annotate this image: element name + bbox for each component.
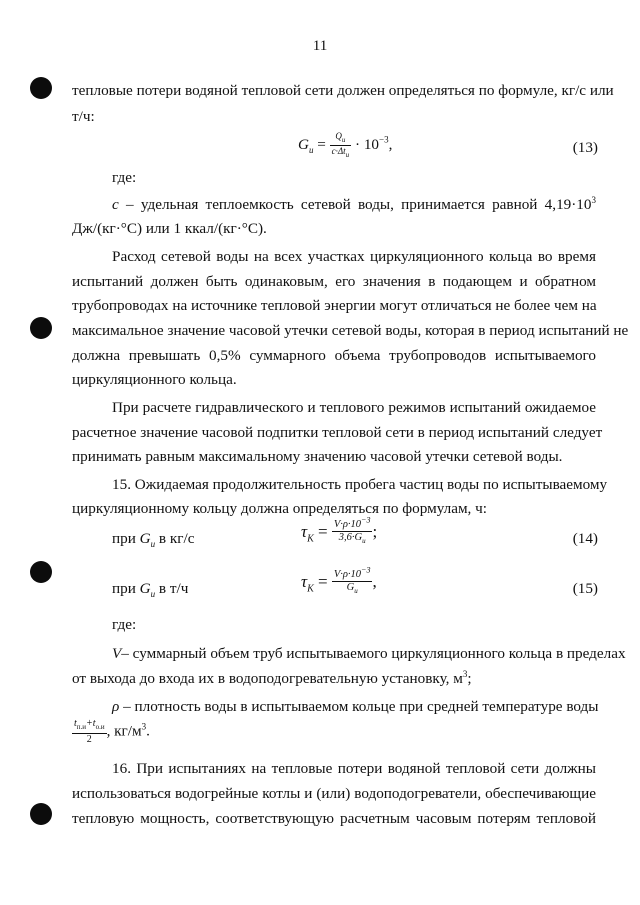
text-line: максимальное значение часовой утечки сетевой воды, которая в период испытаний не xyxy=(72,322,629,339)
text-line: При расчете гидравлического и теплового режимов испытаний ожидаемое xyxy=(112,399,596,416)
fraction-term: +t xyxy=(86,718,96,729)
formula-exponent: −3 xyxy=(379,134,389,145)
c-description: – удельная теплоемкость сетевой воды, принимается равной 4,19·10 xyxy=(126,196,592,213)
unit-text: , кг/м xyxy=(106,722,142,740)
text-line: Дж/(кг·°С) или 1 ккал/(кг·°С). xyxy=(72,220,267,237)
text-line: где: xyxy=(112,616,137,633)
variable-rho: ρ xyxy=(112,698,120,715)
formula-13 xyxy=(298,131,392,160)
text-line: испытаний должен быть одинаковым, его значения в подающем и обратном xyxy=(72,273,596,290)
page-number: 11 xyxy=(312,37,328,54)
fraction-numerator: V·ρ·10 xyxy=(333,569,362,580)
v-description: – суммарный объем труб испытываемого циркуляционного кольца в пределах xyxy=(121,645,626,662)
formula-exponent: −3 xyxy=(361,515,371,525)
variable-g: G xyxy=(139,530,151,547)
text-line: 15. Ожидаемая продолжительность пробега частиц воды по испытываемому xyxy=(112,476,608,493)
binder-hole-3 xyxy=(30,561,52,583)
text-line: тепловые потери водяной тепловой сети должен определяться по формуле, кг/с или xyxy=(72,82,614,99)
fraction-denominator: 3,6·G xyxy=(338,532,363,543)
formula-symbol: G xyxy=(298,135,309,153)
text-line: расчетное значение часовой подпитки тепловой сети в период испытаний следует xyxy=(72,424,603,441)
formula-punctuation: ; xyxy=(372,521,378,541)
formula-subscript: К xyxy=(307,583,314,595)
formula-operator: = xyxy=(313,571,332,591)
variable-g: G xyxy=(139,580,151,597)
formula-subscript: п.и xyxy=(76,723,87,731)
formula-number-13: (13) xyxy=(572,139,598,156)
formula-operator: = xyxy=(313,521,332,541)
formula-subscript: и xyxy=(341,135,346,144)
unit-text: в т/ч xyxy=(158,580,189,597)
formula-punctuation: , xyxy=(388,135,393,153)
text-line: должна превышать 0,5% суммарного объема трубопроводов испытываемого xyxy=(72,347,596,364)
formula-number-14: (14) xyxy=(572,530,598,547)
exponent: 3 xyxy=(462,668,468,679)
text-line: тепловую мощность, соответствующую расчетным часовым потерям тепловой xyxy=(72,810,596,827)
condition-word: при xyxy=(112,530,136,547)
text-line xyxy=(112,698,599,716)
fraction-term: t xyxy=(74,718,77,729)
text-line: Расход сетевой воды на всех участках циркуляционного кольца во время xyxy=(112,248,596,265)
text-line: т/ч: xyxy=(72,108,95,125)
punctuation: ; xyxy=(467,670,472,687)
variable-c: с xyxy=(112,196,119,213)
formula-number-15: (15) xyxy=(572,580,598,597)
punctuation: . xyxy=(146,722,150,740)
formula-fraction xyxy=(332,565,373,597)
mean-temperature-fraction xyxy=(72,718,107,746)
variable-v: V xyxy=(112,645,122,662)
condition-t-h xyxy=(112,580,188,599)
unit-text: в кг/с xyxy=(158,530,195,547)
formula-subscript: о.и xyxy=(95,723,105,731)
text-line: циркуляционному кольцу должна определяться по формулам, ч: xyxy=(72,500,488,517)
formula-fraction xyxy=(330,131,352,160)
formula-subscript: и xyxy=(345,150,350,159)
rho-description: – плотность воды в испытываемом кольце при средней температуре воды xyxy=(123,698,599,715)
formula-15 xyxy=(301,565,377,597)
text-line: 16. При испытаниях на тепловые потери водяной тепловой сети должны xyxy=(112,760,596,777)
fraction-denominator: c·Δt xyxy=(331,145,346,156)
formula-subscript: и xyxy=(150,589,156,600)
text-line xyxy=(112,196,596,214)
fraction-denominator: G xyxy=(346,582,355,593)
text-line xyxy=(72,670,596,688)
text-line xyxy=(112,645,626,663)
fraction-numerator: Q xyxy=(335,131,342,141)
formula-symbol: τ xyxy=(301,521,308,541)
v-description-cont: от выхода до входа их в водоподогревательную установку, м xyxy=(72,670,463,687)
exponent: 3 xyxy=(591,194,596,205)
formula-fraction xyxy=(332,515,373,547)
binder-hole-4 xyxy=(30,803,52,825)
binder-hole-1 xyxy=(30,77,52,99)
temperature-fraction-line xyxy=(72,718,150,746)
text-line: где: xyxy=(112,169,137,186)
formula-subscript: и xyxy=(150,539,156,550)
exponent: 3 xyxy=(141,721,147,732)
text-line: использоваться водогрейные котлы и (или) водоподогреватели, обеспечивающие xyxy=(72,785,596,802)
text-line: трубопроводах на источнике тепловой энергии могут отличаться не более чем на xyxy=(72,297,597,314)
formula-operator: = xyxy=(313,135,330,153)
formula-symbol: τ xyxy=(301,571,308,591)
condition-kg-s xyxy=(112,530,194,549)
text-line: принимать равным максимальному значению часовой утечки сетевой воды. xyxy=(72,448,563,465)
formula-operator: · 10 xyxy=(351,135,380,153)
fraction-denominator: 2 xyxy=(86,734,92,745)
formula-subscript: и xyxy=(354,587,358,596)
formula-exponent: −3 xyxy=(361,565,371,575)
binder-hole-2 xyxy=(30,317,52,339)
formula-punctuation: , xyxy=(372,571,377,591)
formula-subscript: и xyxy=(362,537,366,546)
formula-14 xyxy=(301,515,378,547)
text-line: циркуляционного кольца. xyxy=(72,371,237,388)
condition-word: при xyxy=(112,580,136,597)
fraction-numerator: V·ρ·10 xyxy=(333,519,362,530)
formula-subscript: и xyxy=(308,144,314,155)
formula-subscript: К xyxy=(307,533,314,545)
